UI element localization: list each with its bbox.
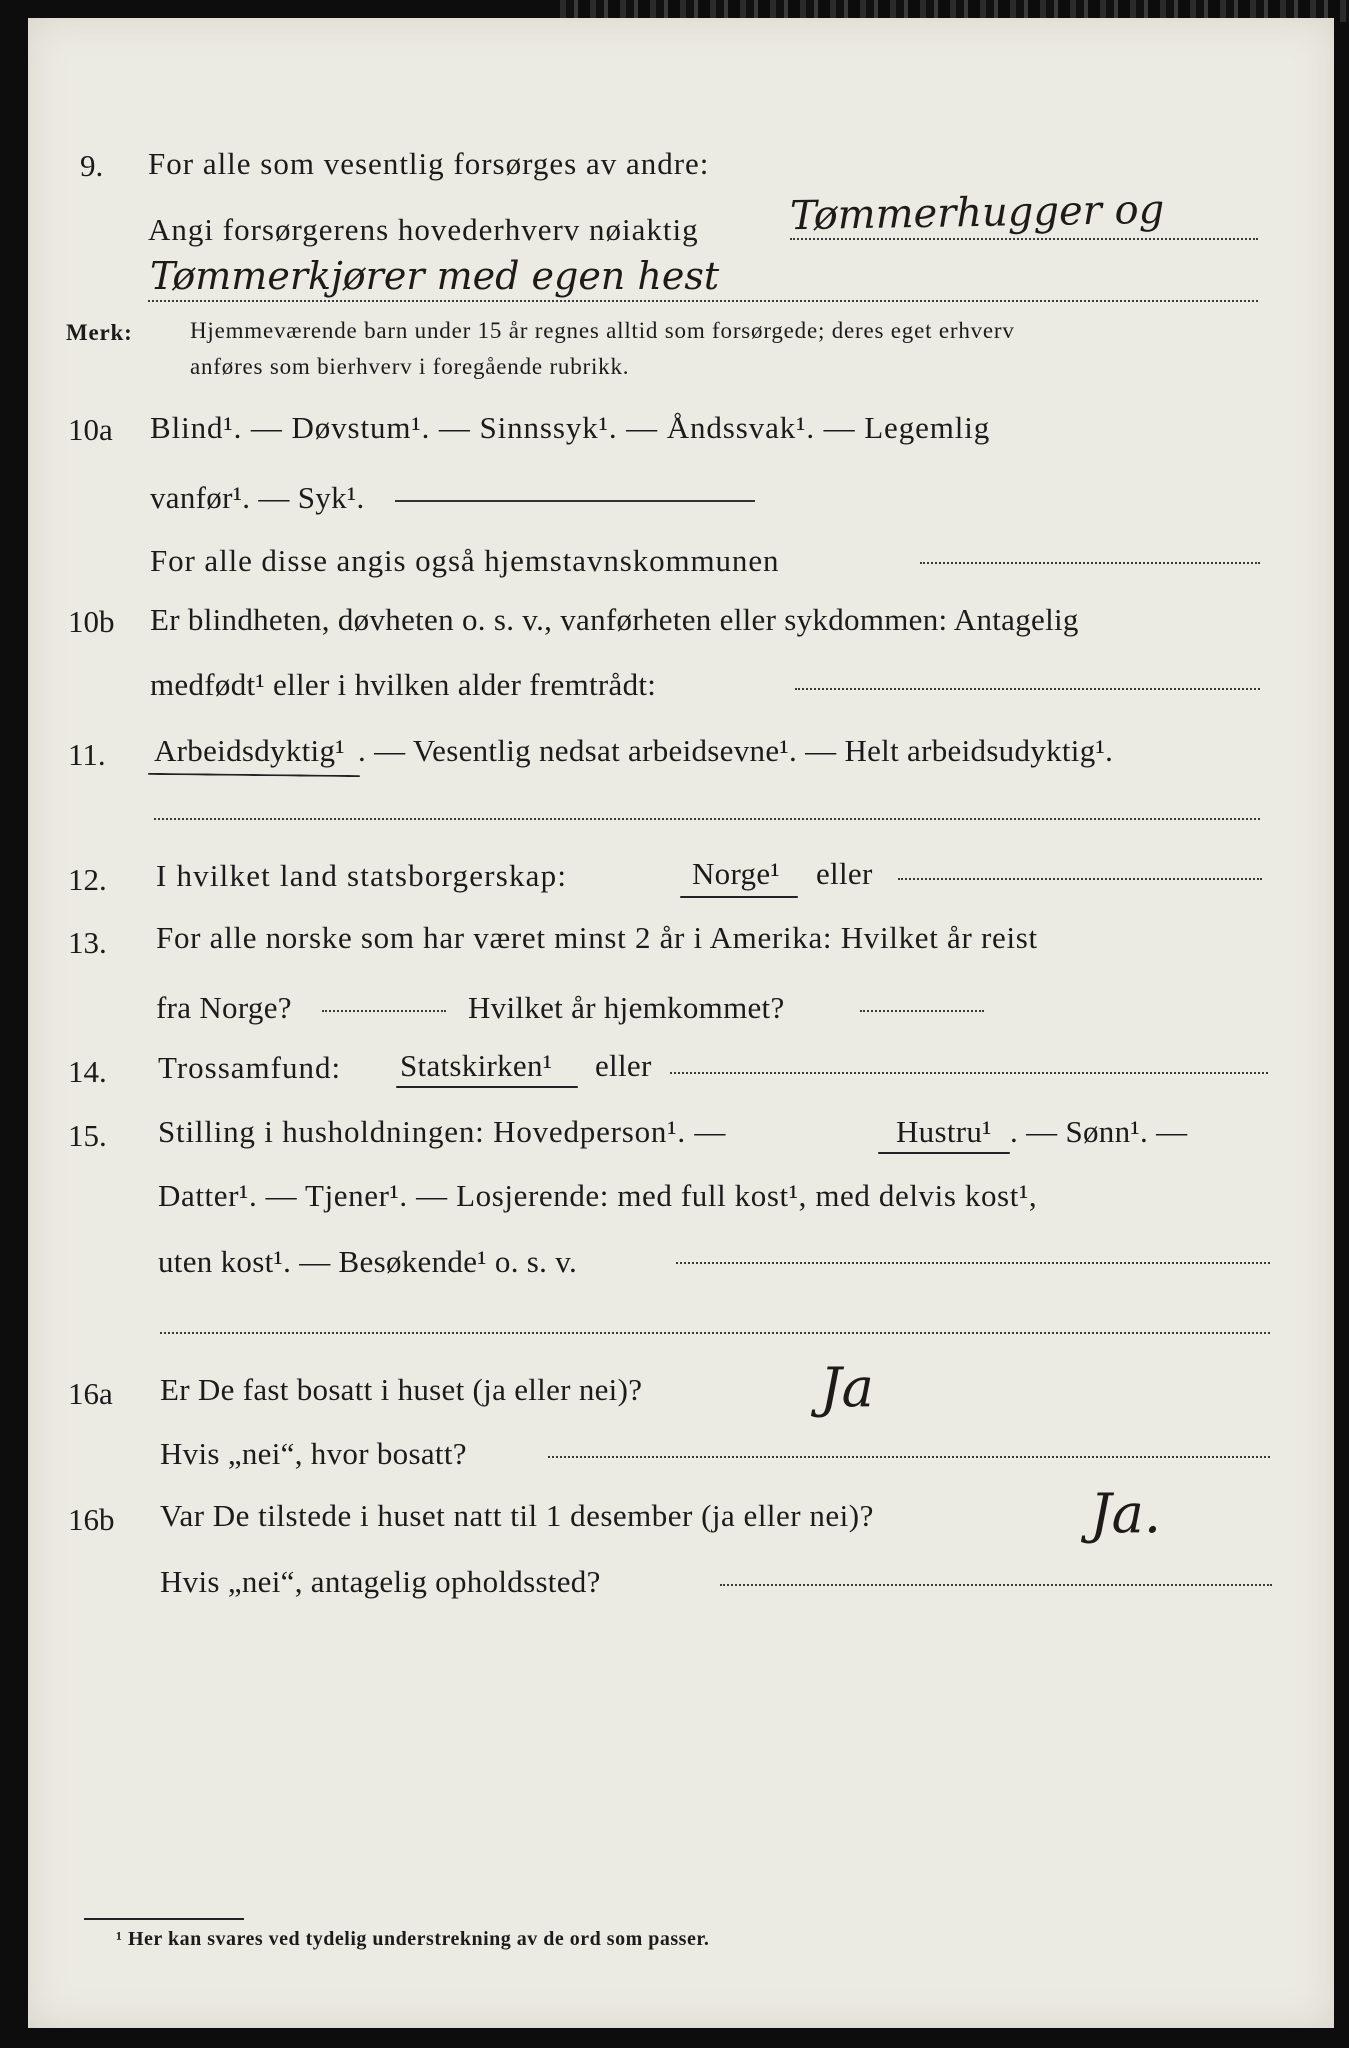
question-10b-number: 10b xyxy=(68,604,115,639)
handwritten-underline xyxy=(878,1152,1010,1154)
question-12-number: 12. xyxy=(68,862,107,897)
handwritten-answer-16a: Ja xyxy=(820,1356,874,1419)
answer-line xyxy=(548,1456,1270,1458)
question-15-number: 15. xyxy=(68,1118,107,1153)
handwritten-answer-16b: Ja. xyxy=(1090,1482,1162,1545)
question-14-or: eller xyxy=(595,1048,652,1083)
question-16b-text: Var De tilstede i huset natt til 1 desember (ja eller nei)? xyxy=(160,1498,874,1533)
question-9-prompt: Angi forsørgerens hovederhverv nøiaktig xyxy=(148,212,699,247)
option-norge: Norge¹ xyxy=(692,856,781,891)
footnote-rule xyxy=(84,1918,244,1920)
question-16b-number: 16b xyxy=(68,1502,115,1537)
handwritten-occupation-1: Tømmerhugger og xyxy=(789,186,1165,240)
answer-line xyxy=(720,1584,1272,1586)
question-10a-text: Blind¹. — Døvstum¹. — Sinnssyk¹. — Åndssvak¹. — Legemlig xyxy=(150,410,991,445)
question-10a-number: 10a xyxy=(68,412,113,447)
answer-line xyxy=(795,688,1260,690)
answer-line xyxy=(322,1010,446,1012)
question-10b-text: Er blindheten, døvheten o. s. v., vanførheten eller sykdommen: Antagelig xyxy=(150,602,1079,637)
question-10b-text-2: medfødt¹ eller i hvilken alder fremtrådt: xyxy=(150,667,657,702)
note-line-1: Hjemmeværende barn under 15 år regnes alltid som forsørgede; deres eget erhverv xyxy=(190,318,1015,343)
answer-line xyxy=(148,300,1258,302)
answer-line xyxy=(395,500,755,502)
question-15-text-cont: . — Sønn¹. — xyxy=(1010,1114,1188,1149)
question-13-number: 13. xyxy=(68,925,107,960)
note-label: Merk: xyxy=(66,320,133,345)
answer-line xyxy=(670,1072,1268,1074)
question-15-text-3: uten kost¹. — Besøkende¹ o. s. v. xyxy=(158,1244,578,1279)
question-12-text: I hvilket land statsborgerskap: xyxy=(156,858,568,893)
option-arbeidsdyktig: Arbeidsdyktig¹ xyxy=(154,733,345,768)
answer-line xyxy=(898,878,1262,880)
question-14-text: Trossamfund: xyxy=(158,1050,342,1085)
answer-line xyxy=(920,562,1260,564)
option-hustru: Hustru¹ xyxy=(896,1114,992,1149)
question-15-text: Stilling i husholdningen: Hovedperson¹. — xyxy=(158,1114,727,1149)
answer-line xyxy=(860,1010,984,1012)
answer-line xyxy=(160,1332,1270,1334)
footnote: ¹ Her kan svares ved tydelig understrekning av de ord som passer. xyxy=(116,1928,710,1950)
question-13-left: fra Norge? xyxy=(156,990,292,1025)
question-12-or: eller xyxy=(816,856,873,891)
handwritten-underline xyxy=(680,896,798,898)
question-13-right: Hvilket år hjemkommet? xyxy=(468,990,785,1025)
answer-line xyxy=(154,818,1260,820)
question-10a-municipality: For alle disse angis også hjemstavnskommunen xyxy=(150,543,780,578)
question-16a-text-2: Hvis „nei“, hvor bosatt? xyxy=(160,1436,467,1471)
question-16b-text-2: Hvis „nei“, antagelig opholdssted? xyxy=(160,1564,601,1599)
question-10a-text-2: vanfør¹. — Syk¹. xyxy=(150,480,365,515)
question-11-number: 11. xyxy=(68,737,106,772)
note-line-2: anføres som bierhverv i foregående rubrikk. xyxy=(190,354,630,379)
question-11-options: . — Vesentlig nedsat arbeidsevne¹. — Helt arbeidsudyktig¹. xyxy=(358,733,1114,768)
question-14-number: 14. xyxy=(68,1054,107,1089)
question-9-number: 9. xyxy=(80,148,104,183)
handwritten-occupation-2: Tømmerkjører med egen hest xyxy=(150,254,720,298)
question-16a-text: Er De fast bosatt i huset (ja eller nei)? xyxy=(160,1372,643,1407)
question-13-text: For alle norske som har været minst 2 år i Amerika: Hvilket år reist xyxy=(156,920,1038,955)
answer-line xyxy=(676,1262,1270,1264)
question-15-text-2: Datter¹. — Tjener¹. — Losjerende: med full kost¹, med delvis kost¹, xyxy=(158,1178,1038,1213)
option-statskirken: Statskirken¹ xyxy=(400,1048,553,1083)
question-9-text: For alle som vesentlig forsørges av andre: xyxy=(148,146,710,181)
handwritten-underline xyxy=(396,1086,578,1088)
answer-line xyxy=(790,238,1258,240)
question-16a-number: 16a xyxy=(68,1376,113,1411)
